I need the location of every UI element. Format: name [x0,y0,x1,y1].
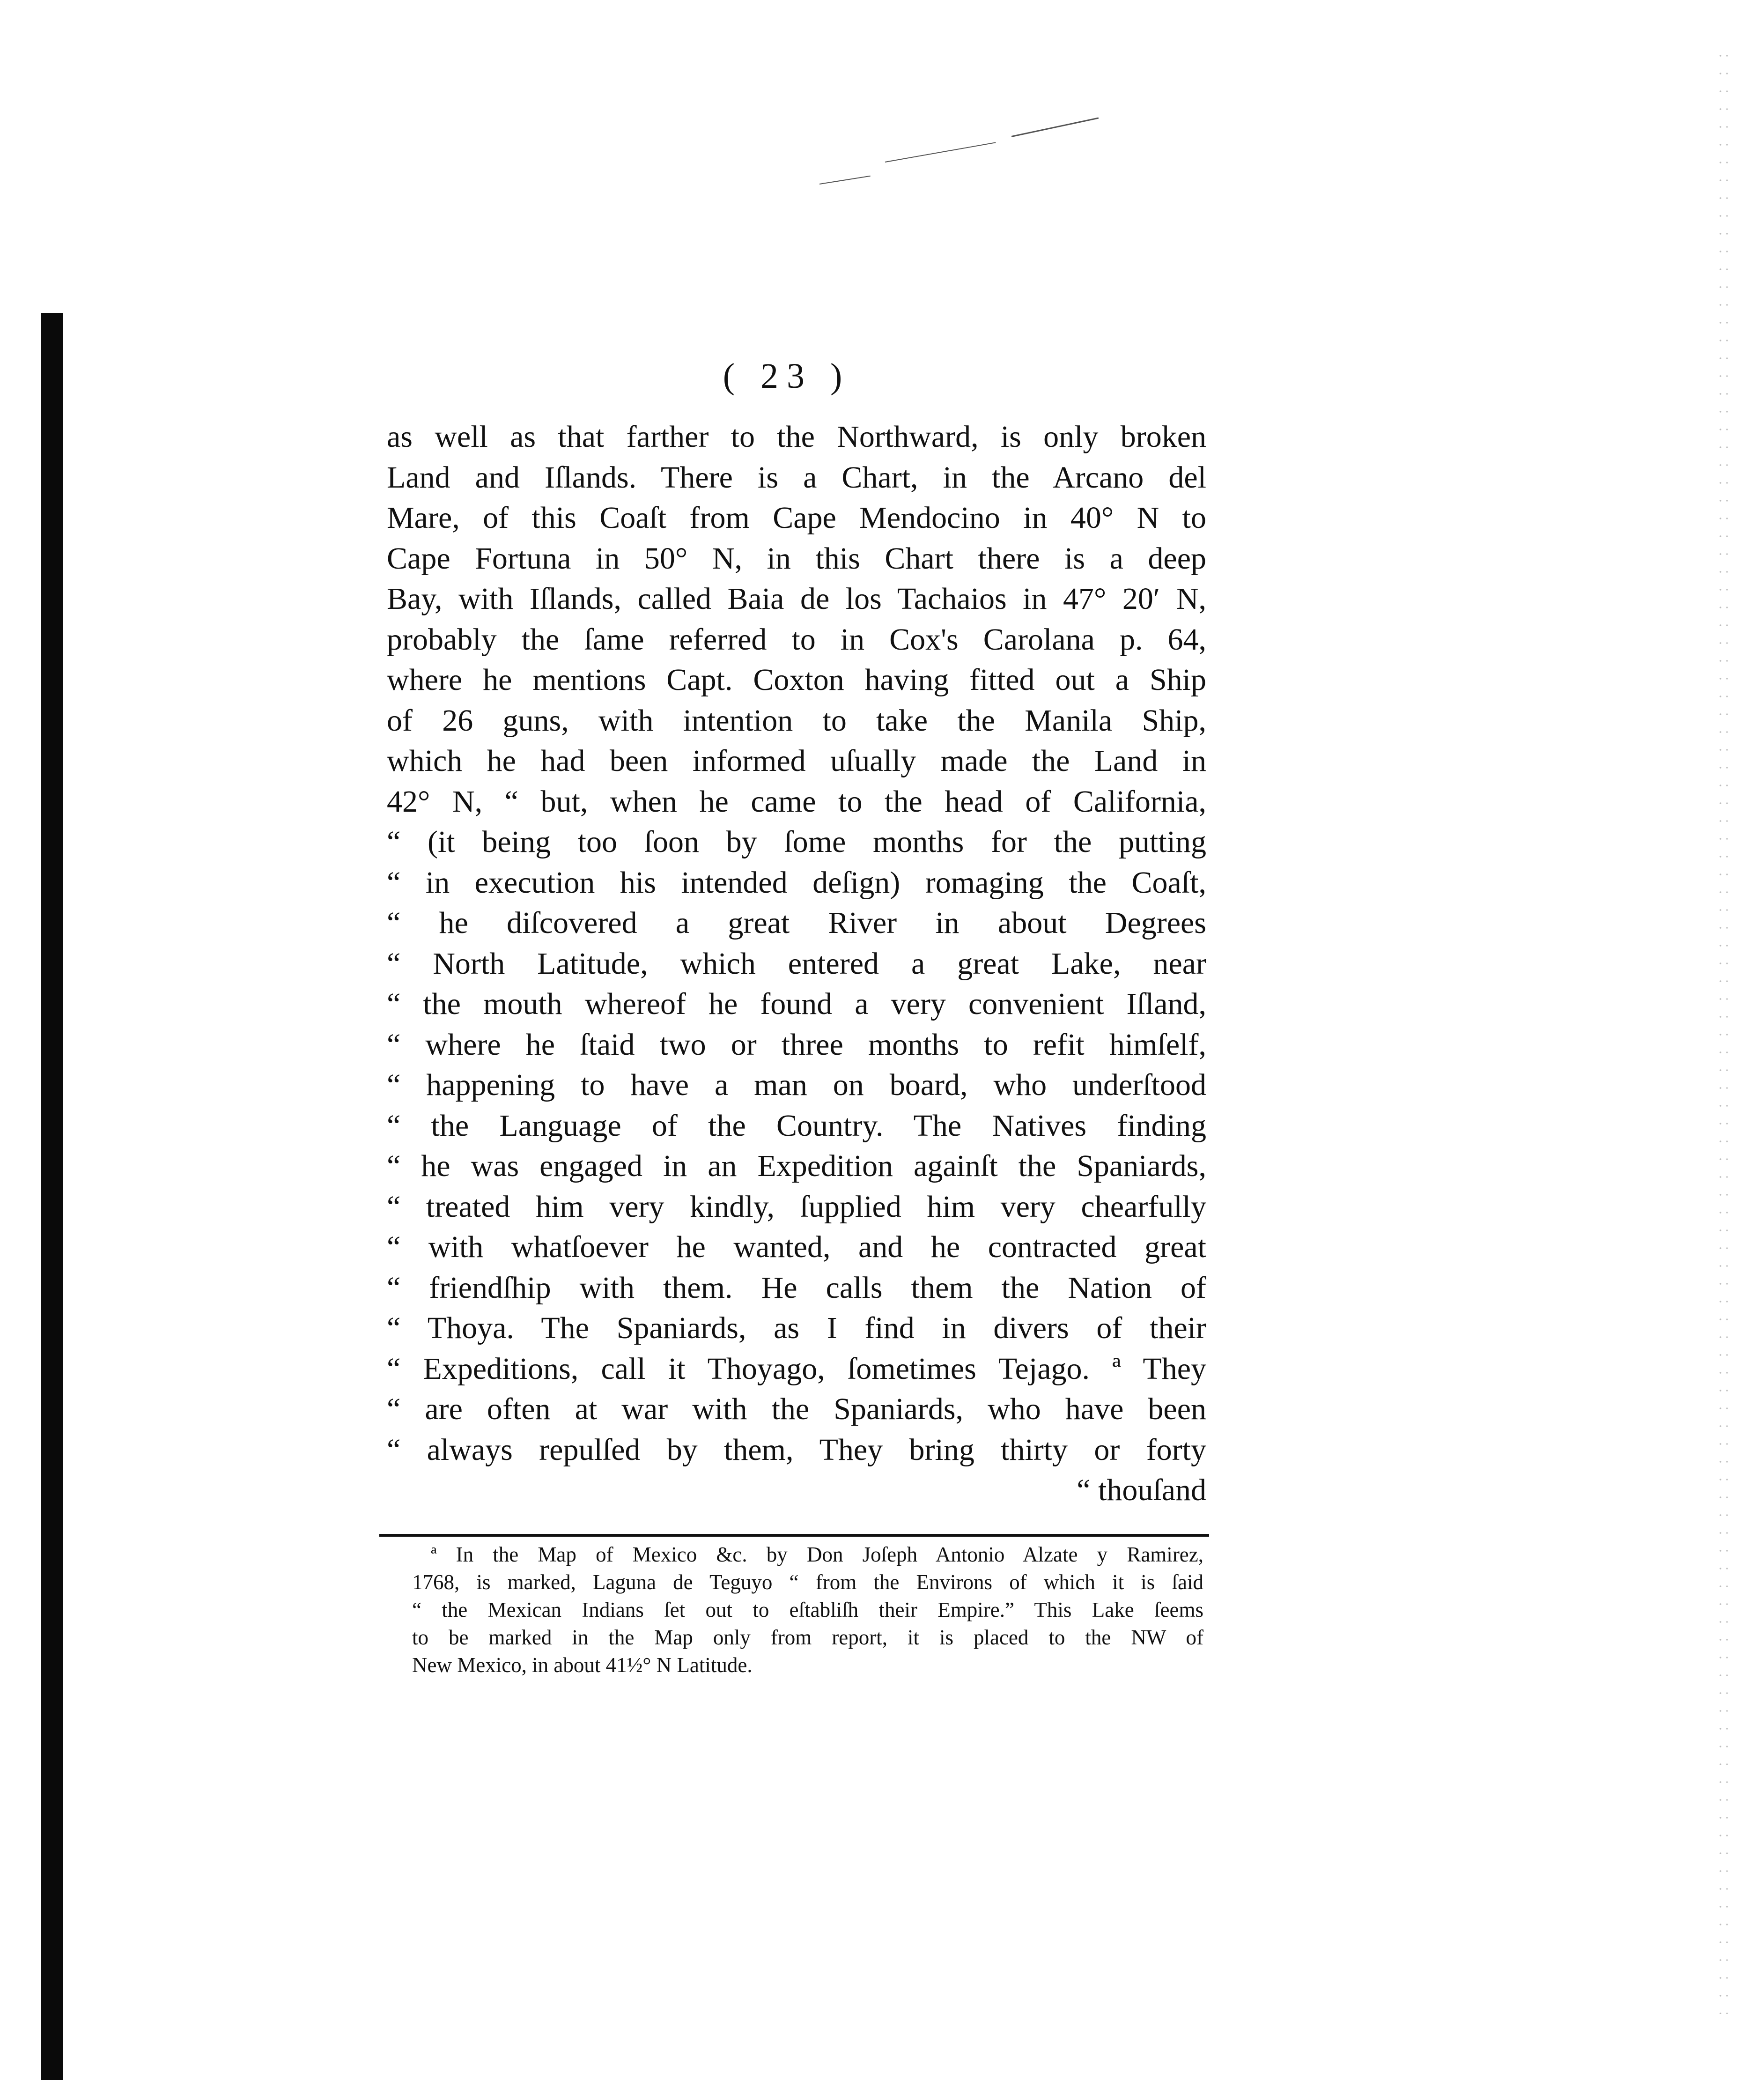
text-line: “ the Language of the Country. The Natives finding [387,1108,1206,1143]
text-line: “ Expeditions, call it Thoyago, ſometimes Tejago. ª They [387,1351,1206,1386]
text-line: “ always repulſed by them, They bring thirty or forty [387,1432,1206,1467]
text-line: “ North Latitude, which entered a great Lake, near [387,946,1206,981]
pencil-mark [1011,118,1099,137]
page-number: ( 23 ) [723,356,851,396]
text-line: “ treated him very kindly, ſupplied him very chearfully [387,1189,1206,1224]
text-line: “ the mouth whereof he found a very convenient Iſland, [387,987,1206,1021]
text-line: where he mentions Capt. Coxton having fitted out a Ship [387,663,1206,697]
text-line: “ with whatſoever he wanted, and he contracted great [387,1230,1206,1264]
text-line: “ Thoya. The Spaniards, as I find in divers of their [387,1311,1206,1345]
text-line: “ friendſhip with them. He calls them the Nation of [387,1270,1206,1305]
footnote [412,1541,1203,1679]
text-line: probably the ſame referred to in Cox's Carolana p. 64, [387,622,1206,657]
text-line: of 26 guns, with intention to take the Manila Ship, [387,703,1206,738]
text-line: Mare, of this Coaſt from Cape Mendocino in 40° N to [387,501,1206,535]
pencil-mark [885,142,996,163]
pencil-mark [819,176,871,185]
footnote-line: ª In the Map of Mexico &c. by Don Joſeph Antonio Alzate y Ramirez, [431,1543,1203,1566]
text-line: 42° N, “ but, when he came to the head of California, [387,784,1206,819]
page-edge-speckle [1717,47,1731,2014]
footnote-line: to be marked in the Map only from report, it is placed to the NW of [412,1626,1203,1649]
text-line: “ are often at war with the Spaniards, who have been [387,1392,1206,1426]
catchword: “ thouſand [1077,1473,1206,1507]
footnote-line: “ the Mexican Indians ſet out to eſtabliſh their Empire.” This Lake ſeems [412,1598,1203,1621]
text-line: “ he was engaged in an Expedition againſt the Spaniards, [387,1149,1206,1183]
text-line: “ he diſcovered a great River in about Degrees [387,906,1206,940]
binding-shadow [41,313,63,2080]
text-line: “ happening to have a man on board, who underſtood [387,1068,1206,1102]
footnote-rule [379,1534,1209,1537]
text-line: Cape Fortuna in 50° N, in this Chart there is a deep [387,541,1206,576]
body-text [387,417,1206,1511]
footnote-line: 1768, is marked, Laguna de Teguyo “ from the Environs of which it is ſaid [412,1570,1203,1594]
text-line: as well as that farther to the Northward, is only broken [387,420,1206,454]
text-line: which he had been informed uſually made the Land in [387,744,1206,778]
text-line: “ where he ſtaid two or three months to refit himſelf, [387,1027,1206,1062]
text-line: “ (it being too ſoon by ſome months for the putting [387,825,1206,859]
text-line: Land and Iſlands. There is a Chart, in the Arcano del [387,460,1206,495]
text-line: “ in execution his intended deſign) romaging the Coaſt, [387,865,1206,900]
footnote-line: New Mexico, in about 41½° N Latitude. [412,1653,753,1677]
text-line: Bay, with Iſlands, called Baia de los Tachaios in 47° 20′ N, [387,582,1206,616]
